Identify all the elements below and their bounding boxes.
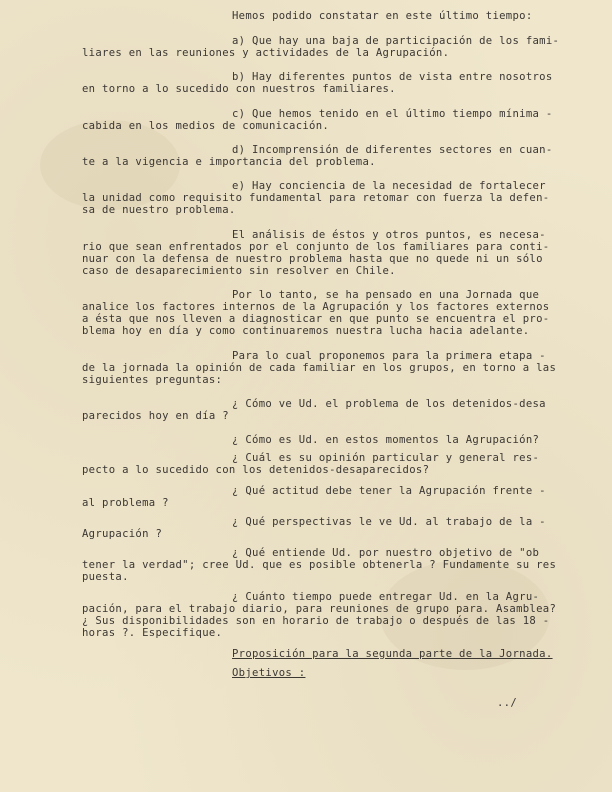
- point-a-line-2: liares en las reuniones y actividades de la Agrupación.: [82, 47, 450, 59]
- question-7-line-4: horas ?. Especifique.: [82, 627, 223, 639]
- jornada-line-3: a ésta que nos lleven a diagnosticar en que punto se encuentra el pro-: [82, 313, 550, 325]
- question-7-line-1: ¿ Cuánto tiempo puede entregar Ud. en la Agru-: [232, 591, 540, 603]
- propose-line-3: siguientes preguntas:: [82, 374, 223, 386]
- propose-line-1: Para lo cual proponemos para la primera etapa -: [232, 350, 546, 362]
- intro-line: Hemos podido constatar en este último tiempo:: [232, 10, 533, 22]
- question-6-line-3: puesta.: [82, 571, 129, 583]
- jornada-line-1: Por lo tanto, se ha pensado en una Jornada que: [232, 289, 540, 301]
- question-2-line-1: ¿ Cómo es Ud. en estos momentos la Agrupación?: [232, 434, 540, 446]
- jornada-line-4: blema hoy en día y como continuaremos nuestra lucha hacia adelante.: [82, 325, 530, 337]
- question-1-line-2: parecidos hoy en día ?: [82, 410, 229, 422]
- point-d-line-2: te a la vigencia e importancia del problema.: [82, 156, 376, 168]
- analysis-line-4: caso de desaparecimiento sin resolver en Chile.: [82, 265, 396, 277]
- analysis-line-1: El análisis de éstos y otros puntos, es necesa-: [232, 229, 546, 241]
- point-b-line-2: en torno a lo sucedido con nuestros familiares.: [82, 83, 396, 95]
- question-7-line-2: pación, para el trabajo diario, para reuniones de grupo para. Asamblea?: [82, 603, 557, 615]
- proposal-heading: Proposición para la segunda parte de la Jornada.: [232, 648, 553, 660]
- continuation-mark: ../: [497, 697, 518, 709]
- point-e-line-3: sa de nuestro problema.: [82, 204, 236, 216]
- question-4-line-1: ¿ Qué actitud debe tener la Agrupación frente -: [232, 485, 546, 497]
- question-4-line-2: al problema ?: [82, 497, 169, 509]
- point-c-line-1: c) Que hemos tenido en el último tiempo mínima -: [232, 108, 553, 120]
- question-7-line-3: ¿ Sus disponibilidades son en horario de trabajo o después de las 18 -: [82, 615, 550, 627]
- point-e-line-2: la unidad como requisito fundamental para retomar con fuerza la defen-: [82, 192, 550, 204]
- point-d-line-1: d) Incomprensión de diferentes sectores en cuan-: [232, 144, 553, 156]
- propose-line-2: de la jornada la opinión de cada familiar en los grupos, en torno a las: [82, 362, 557, 374]
- point-b-line-1: b) Hay diferentes puntos de vista entre nosotros: [232, 71, 553, 83]
- question-6-line-2: tener la verdad"; cree Ud. que es posible obtenerla ? Fundamente su res: [82, 559, 557, 571]
- point-a-line-1: a) Que hay una baja de participación de los fami-: [232, 35, 560, 47]
- objectives-heading: Objetivos :: [232, 667, 306, 679]
- question-3-line-2: pecto a lo sucedido con los detenidos-desaparecidos?: [82, 464, 430, 476]
- analysis-line-3: nuar con la defensa de nuestro problema hasta que no quede ni un sólo: [82, 253, 543, 265]
- analysis-line-2: rio que sean enfrentados por el conjunto de los familiares para conti-: [82, 241, 550, 253]
- question-5-line-2: Agrupación ?: [82, 528, 163, 540]
- point-c-line-2: cabida en los medios de comunicación.: [82, 120, 330, 132]
- question-1-line-1: ¿ Cómo ve Ud. el problema de los detenidos-desa: [232, 398, 546, 410]
- question-3-line-1: ¿ Cuál es su opinión particular y general res-: [232, 452, 540, 464]
- question-5-line-1: ¿ Qué perspectivas le ve Ud. al trabajo de la -: [232, 516, 546, 528]
- question-6-line-1: ¿ Qué entiende Ud. por nuestro objetivo de "ob: [232, 547, 540, 559]
- jornada-line-2: analice los factores internos de la Agrupación y los factores externos: [82, 301, 550, 313]
- point-e-line-1: e) Hay conciencia de la necesidad de fortalecer: [232, 180, 546, 192]
